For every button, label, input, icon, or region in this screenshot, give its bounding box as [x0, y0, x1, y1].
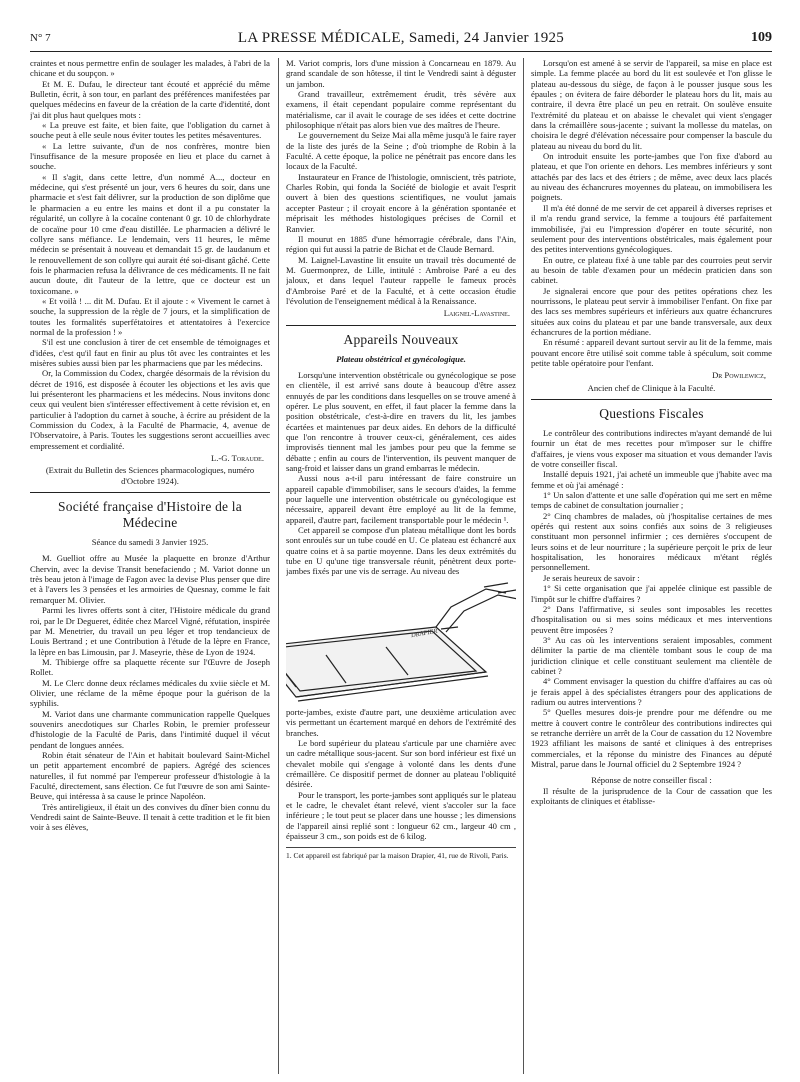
paragraph: M. Laignel-Lavastine lit ensuite un travail très documenté de M. Guermonprez, de Lille, intitulé : Ambroise Paré a eu des jaloux, et dans lequel l'auteur rappelle le fameux procès d'Ambroise Paré et de la Faculté, et à cette occasion étudie l'évolution de l'enseignement médical à la Renaissance.: [286, 254, 516, 306]
paragraph: porte-jambes, existe d'autre part, une deuxième articulation avec vis permettant un écartement marqué en dehors de l'extrémité des branches.: [286, 706, 516, 738]
column-1: [30, 58, 270, 1076]
paragraph: Je signalerai encore que pour des petites opérations chez les nourrissons, le plateau peut servir à immobiliser l'enfant. On fixe par des lacs ses membres supérieurs et inférieurs aux quatre échancrures situées aux coins du plateau et par une bande transversale, aux deux échancrures de la portion médiane.: [531, 285, 772, 337]
seance-date: Séance du samedi 3 Janvier 1925.: [91, 537, 209, 548]
column-divider: [278, 58, 279, 1074]
footnote: 1. Cet appareil est fabriqué par la maison Drapier, 41, rue de Rivoli, Paris.: [286, 847, 516, 860]
paragraph: En outre, ce plateau fixé à une table par des courroies peut servir au besoin de table d'examen pour un médecin praticien dans son cabinet.: [531, 254, 772, 286]
maker-label: DRAPIER: [410, 627, 439, 640]
paragraph: Installé depuis 1921, j'ai acheté un immeuble que j'habite avec ma femme et où j'ai aménagé :: [531, 469, 772, 490]
paragraph: Instaurateur en France de l'histologie, omniscient, très patriote, Charles Robin, qui fonda la Société de biologie et avait l'esprit ouvert à bien des questions scientifiques, ne voulut jamais accepter Pasteur ; il croyait encore à la génération spontanée et méprisait les méthodes histologiques précises de Cornil et Ranvier.: [286, 171, 516, 234]
section-rule: [531, 399, 772, 400]
paragraph: Robin était sénateur de l'Ain et habitait boulevard Saint-Michel un petit appartement encombré de papiers. Agrégé des sciences naturelles, il fut nommé par l'empereur professeur d'histologie à la Faculté, directement, sans élection. Ce fut l'œuvre de son ami Sainte-Beuve, qui intéressa à sa cause le prince Napoléon.: [30, 749, 270, 802]
paragraph: M. Le Clerc donne deux réclames médicales du xviie siècle et M. Olivier, une réclame de la même époque pour la guérison de la syphilis.: [30, 677, 270, 709]
paragraph: 1° Si cette organisation que j'ai appelée clinique est passible de l'impôt sur le chiffre d'affaires ?: [531, 583, 772, 604]
column-3: [531, 58, 772, 1076]
paragraph: « La lettre suivante, d'un de nos confrères, montre bien l'insuffisance de la mesure proposée en lieu et place du carnet à souche.: [30, 140, 270, 172]
paragraph: craintes et nous permettre enfin de soulager les malades, à l'abri de la chicane et du soupçon. »: [30, 58, 270, 79]
paragraph: Lorsqu'on est amené à se servir de l'appareil, sa mise en place est simple. La femme placée au bord du lit est soulevée et l'on glisse le plateau au-dessous du siège, de façon à le pousser jusque sous les épaules ; on évitera de faire déborder le plateau hors du lit, mais au contraire, il devra être placé un peu en retrait. On soulève ensuite l'extrémité du plateau et on abaisse le chevalet qui vient s'engager dans la crémaillère sous-jacente ; suivant la mollesse du matelas, on choisira le degré d'élévation nécessaire pour compenser la bascule du plateau au niveau du bord du lit.: [531, 58, 772, 151]
journal-title: LA PRESSE MÉDICALE, Samedi, 24 Janvier 1925: [237, 30, 565, 46]
answer-label: Réponse de notre conseiller fiscal :: [591, 775, 712, 786]
issue-mark: N° 7: [30, 32, 51, 44]
page-header: [30, 30, 772, 52]
apparatus-illustration: [286, 583, 516, 701]
paragraph: Cet appareil se compose d'un plateau métallique dont les bords sont enroulés sur un tube coudé en U. Ce plateau est échancré aux quatre coins et à sa partie moyenne. Dans les deux extrémités du tube en U qu'une tige transversale réunit, pénètrent deux porte-jambes fixés par une vis de serrage. Au niveau des: [286, 525, 516, 577]
paragraph: Or, la Commission du Codex, chargée désormais de la révision du décret de 1916, est disposée à écouter les objections et les avis que lui présenteront les pharmaciens et les médecins. Nous invitons donc ceux qui veulent bien s'intéresser effectivement à cette révision et, en particulier à l'adoption du carnet à souche, à écrire au président de la Commission du Codex, à la Faculté de Pharmacie, 4, avenue de l'Observatoire, à Paris. Toutes les suggestions seront accueillies avec empressement et cordialité.: [30, 368, 270, 451]
signature: L.-G. Toraude.: [210, 453, 264, 464]
signature: Dr Powilewicz,: [712, 370, 766, 381]
paragraph: Aussi nous a-t-il paru intéressant de faire construire un appareil capable d'immobiliser, sans le secours d'aides, la femme pour laquelle une intervention obstétricale ou gynécologique est nécessaire, appareil devant être employé au lit de la femme, appareil, d'autre part, facilement transportable pour le médecin ¹.: [286, 473, 516, 525]
section-rule: [30, 492, 270, 493]
paragraph: M. Thibierge offre sa plaquette récente sur l'Œuvre de Joseph Rollet.: [30, 656, 270, 678]
paragraph: « La preuve est faite, et bien faite, que l'obligation du carnet à souche peut à elle seule nous éviter toutes les petites mésaventures.: [30, 120, 270, 141]
paragraph: Le contrôleur des contributions indirectes m'ayant demandé de lui fournir un état de mes recettes pour m'imposer sur le chiffre d'affaires, je viens vous exposer ma situation et vous demander l'avis de votre conseiller fiscal.: [531, 428, 772, 470]
paragraph: M. Variot compris, lors d'une mission à Concarneau en 1879. Au grand scandale de son hôtesse, il tint le Vendredi saint à déguster un jambon.: [286, 58, 516, 89]
paragraph: En résumé : appareil devant surtout servir au lit de la femme, mais pouvant encore être utilisé soit comme table à spéculum, soit comme petite table opératoire pour l'enfant.: [531, 337, 772, 368]
paragraph: « Et voilà ! ... dit M. Dufau. Et il ajoute : « Vivement le carnet à souche, la suppression de la règle de 7 jours, et la simplification de toutes les formalités superfétatoires et attentatoires à l'exercice normal de la profession ! »: [30, 295, 270, 337]
paragraph: Pour le transport, les porte-jambes sont appliqués sur le plateau et le cadre, le chevalet étant relevé, vient s'accoler sur la face inférieure ; le tout peut se placer dans une housse ; les dimensions de l'appareil ainsi replié sont : longueur 62 cm., largeur 40 cm , épaisseur 3 cm., son poids est de 6 kilog.: [286, 789, 516, 841]
section-title: Questions Fiscales: [599, 406, 704, 421]
paragraph: Grand travailleur, extrêmement érudit, très sévère aux examens, il était cependant populaire comme représentant du matérialisme, car il avait le courage de ses idées et cette doctrine philosophique n'était pas alors bien vue des maîtres de l'heure.: [286, 89, 516, 131]
section-title: Société française d'Histoire de la Médecine: [58, 499, 242, 531]
paragraph: Lorsqu'une intervention obstétricale ou gynécologique se pose en clientèle, il est arrivé sans doute à beaucoup d'être assez ennuyés de par les conditions dans lesquelles on se trouve amené à opérer. Le plus souvent, en effet, il faut placer la femme dans la position obstétricale, c'est-à-dire en travers du lit, les jambes écartées et maintenues par deux aides. En dehors de la difficulté que l'on rencontre à trouver ceux-ci, généralement, ces aides improvisés tiennent mal les jambes pour peu que la femme se débatte ; enfin au cours de l'intervention, ils peuvent manquer de sang-froid et laisser dans un grand embarras le médecin.: [286, 369, 516, 474]
paragraph: Le gouvernement du Seize Mai alla même jusqu'à le faire rayer de la liste des jurés de la Seine ; d'où triomphe de Robin à la Faculté. A cette époque, la police ne pénétrait pas encore dans les locaux de la Faculté.: [286, 130, 516, 172]
plateau-drawing: [286, 577, 516, 707]
paragraph: M. Guelliot offre au Musée la plaquette en bronze d'Arthur Chervin, avec la devise Transit benefaciendo ; M. Variot donne un très beau jeton à l'image de Fagon avec la devise Plus penser que dire et à l'avers les 3 pensées et les armoiries de Quesnay, comme le fait remarquer M. Olivier.: [30, 553, 270, 605]
section-title: Appareils Nouveaux: [343, 331, 459, 347]
paragraph: 2° Dans l'affirmative, si seules sont imposables les recettes d'hospitalisation ou si mes soins médicaux et mes interventions peuvent être imposées ?: [531, 603, 772, 635]
paragraph: 5° Quelles mesures dois-je prendre pour me défendre ou me mettre à couvert contre le contrôleur des contributions indirectes qui se retranche derrière un arrêt de la Cour de cassation du 12 Novembre 1923 affiliant les maisons de santé et cliniques à des entreprises commerciales, et la réponse du ministre des Finances au député Mistral, parue dans le Journal officiel du 2 Septembre 1924 ?: [531, 707, 772, 769]
paragraph: « Il s'agit, dans cette lettre, d'un nommé A..., docteur en médecine, qui s'est présenté un jour, vers 6 heures du soir, dans une pharmacie et s'est fait délivrer, sur la production de son diplôme que le pharmacien a eu entre les mains et dont il a pu constater la régularité, un collyre à la cocaïne contenant 0 gr. 10 de chlorhydrate de cocaïne pour 10 cme d'eau distillée. Le pharmacien a délivré le collyre sans méfiance. Le lendemain, vers 11 heures, le même médecin se présentait à nouveau et demandait 15 gr. de laudanum et le renouvellement de son collyre qui aurait été soi-disant gâché. Cette fois le pharmacien refusa la délivrance de ces médicaments. Il ne fait aucun doute, dit l'auteur de la lettre, que ce docteur est un toxicomane. »: [30, 171, 270, 296]
paragraph: S'il est une conclusion à tirer de cet ensemble de témoignages et d'idées, c'est qu'il faut en finir au plus tôt avec les contraintes et les misères subies aussi bien par les pharmaciens que par les médecins.: [30, 337, 270, 368]
section-subtitle: Plateau obstétrical et gynécologique.: [336, 353, 466, 364]
paragraph: Parmi les livres offerts sont à citer, l'Histoire médicale du grand roi, par le Dr Degueret, éditée chez Marcel Vigné, réfutation, inspirée par M. Menetrier, du travail un peu léger et trop tendancieux de Louis Bertrand ; et une Contribution à l'étude de la lèpre en France, la lèpre en bas Limousin, par J. Maseyrie, thèse de Lyon de 1924.: [30, 605, 270, 657]
page-number: 109: [751, 30, 772, 45]
signature: Laignel-Lavastine.: [443, 308, 510, 319]
paragraph: Il mourut en 1885 d'une hémorragie cérébrale, dans l'Ain, région qui fut aussi la patrie de Bichat et de Claude Bernard.: [286, 233, 516, 255]
paragraph: 2° Cinq chambres de malades, où j'hospitalise certaines de mes opérés qui restent aux soins confiés aux soins de 3 religieuses constituant mon personnel infirmier ; ces dernières s'occupent de leurs soins et de leur nourriture ; la supérieure perçoit le prix de leur hospitalisation, les honoraires médicaux m'étant réglés personnellement.: [531, 510, 772, 573]
paragraph: 1° Un salon d'attente et une salle d'opération qui me sert en même temps de cabinet de consultation journalier ;: [531, 490, 772, 511]
paragraph: Le bord supérieur du plateau s'articule par une charnière avec un cadre métallique sous-jacent. Sur son bord inférieur est fixé un chevalet mobile qui s'engage à volonté dans les dents d'une crémaillère. Ce dispositif permet de donner au plateau l'obliquité désirée.: [286, 737, 516, 790]
paragraph: Il m'a été donné de me servir de cet appareil à diverses reprises et il m'a rendu grand service, la femme a toujours été parfaitement immobilisée, j'ai eu l'impression d'opérer en toute sécurité, non seulement pour des interventions obstétricales, mais également pour des petites interventions gynécologiques.: [531, 202, 772, 255]
column-2: [286, 58, 516, 1076]
paragraph: Je serais heureux de savoir :: [543, 572, 640, 583]
paragraph: On introduit ensuite les porte-jambes que l'on fixe d'abord au plateau, et que l'on oriente en dehors. Les membres inférieurs y sont attachés par des lacs et des étriers ; de même, avec deux lacs placés au niveau des échancrures moyennes du plateau, on immobilisera les poignets.: [531, 151, 772, 203]
signature-title: Ancien chef de Clinique à la Faculté.: [587, 382, 716, 393]
paragraph: M. Variot dans une charmante communication rappelle Quelques souvenirs anecdotiques sur Charles Robin, le premier professeur d'histologie de la Faculté de Paris, dans l'intimité duquel il vécut pendant de longues années.: [30, 708, 270, 750]
section-rule: [286, 325, 516, 326]
paragraph: Très antireligieux, il était un des convives du dîner bien connu du Vendredi saint de Sainte-Beuve. Il tenait à cette tradition et le fit bien voir à ses élèves,: [30, 801, 270, 833]
paragraph: 4° Comment envisager la question du chiffre d'affaires au cas où je ferais appel à des spécialistes étrangers pour des applications de radium ou autres interventions ?: [531, 676, 772, 707]
paragraph: Il résulte de la jurisprudence de la Cour de cassation que les exploitants de cliniques et établisse-: [531, 785, 772, 807]
paragraph: 3° Au cas où les interventions seraient imposables, comment délimiter la partie de ma clientèle tombant sous le coup de ma juridiction clinique et celle constituant seulement ma clientèle de cabinet ?: [531, 634, 772, 676]
paragraph: Et M. E. Dufau, le directeur tant écouté et apprécié du même Bulletin, écrit, à son tour, en parlant des préférences manifestées par quelques médecins en faveur de la création de la carte d'identité, dont j'ai dit plus haut quelques mots :: [30, 78, 270, 120]
extract-note: (Extrait du Bulletin des Sciences pharmacologiques, numéro d'Octobre 1924).: [45, 465, 255, 486]
header-rule: [30, 51, 772, 52]
column-divider: [523, 58, 524, 1074]
